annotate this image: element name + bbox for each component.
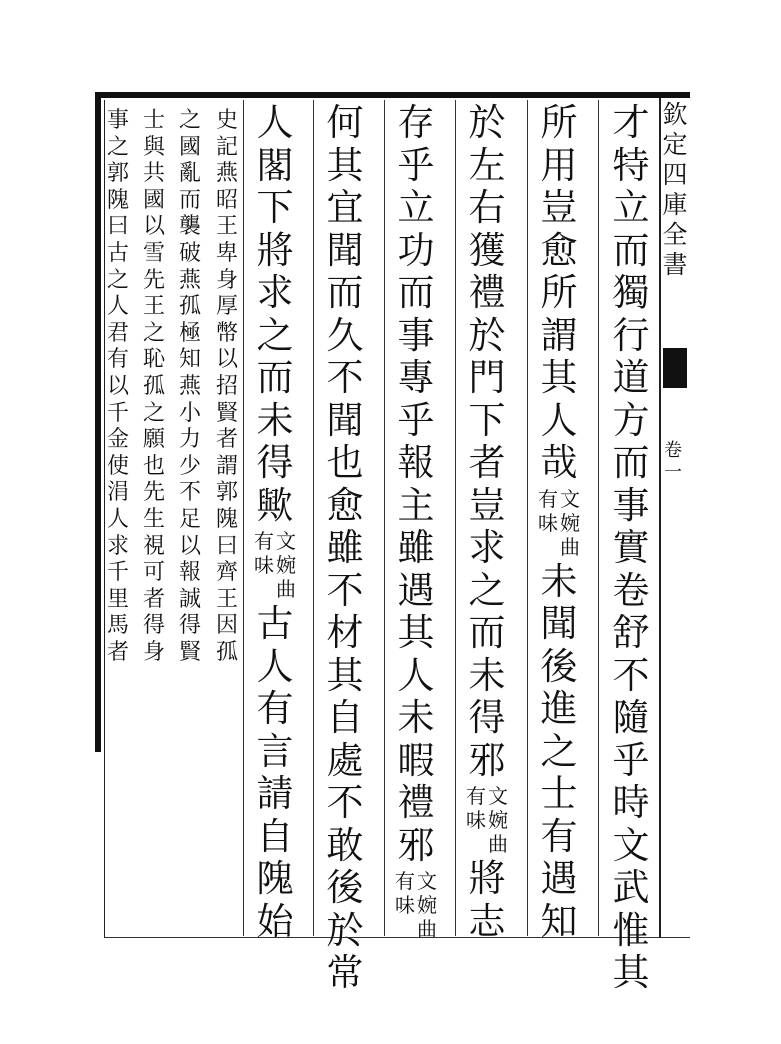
- column-char: 不: [612, 653, 650, 697]
- column-char: 之: [468, 568, 506, 612]
- column-char: 隗: [256, 857, 294, 900]
- margin-title-char: 書: [662, 250, 688, 279]
- column-char: 孤: [215, 639, 238, 665]
- note-char: 曲: [560, 534, 580, 559]
- frame-left-border: [95, 92, 101, 752]
- column-char: 後: [326, 866, 364, 909]
- column-char: 事: [612, 483, 650, 527]
- column-char: 暇: [397, 738, 435, 782]
- column-char: 存: [397, 101, 435, 144]
- column-char: 所: [540, 271, 578, 314]
- frame-top-border: [96, 92, 690, 98]
- column-char: 士: [142, 108, 165, 133]
- column-char: 隨: [612, 696, 650, 739]
- column-char: 自: [326, 696, 364, 739]
- column-char: 知: [178, 347, 201, 373]
- column-char: 求: [256, 271, 294, 314]
- column-char: 謂: [540, 313, 578, 357]
- column-char: 始: [256, 899, 294, 943]
- margin-juan-char: 一: [664, 462, 682, 483]
- column-char: 燕: [215, 161, 238, 187]
- column-char: 郭: [215, 480, 238, 506]
- column-char: 請: [256, 772, 294, 815]
- column-char: 襲: [178, 214, 201, 240]
- column-char: 豈: [540, 186, 578, 229]
- note-char: 文: [560, 486, 580, 511]
- column-char: 不: [326, 568, 364, 612]
- column-char: 其: [540, 356, 578, 399]
- column-char: 於: [468, 313, 506, 357]
- column-char: 文: [612, 823, 650, 867]
- column-char: 齊: [215, 560, 238, 586]
- column-char: 史: [215, 108, 238, 133]
- text-column-5: [324, 102, 366, 995]
- column-char: 方: [612, 398, 650, 442]
- note-char: 婉: [417, 893, 437, 917]
- column-char: 小: [178, 400, 201, 426]
- fish-tail-mark: [663, 348, 687, 388]
- column-char: 願: [142, 427, 165, 453]
- note-line: [465, 784, 487, 856]
- column-char: 破: [178, 240, 201, 266]
- column-char: 未: [540, 559, 578, 603]
- column-char: 人: [540, 398, 578, 442]
- margin-juan: [664, 440, 682, 484]
- column-char: 國: [142, 187, 165, 213]
- note-char: 曲: [417, 917, 437, 941]
- column-char: 何: [326, 101, 364, 144]
- column-char: 而: [612, 228, 650, 272]
- note-char: 有: [538, 486, 558, 511]
- column-char: 恥: [142, 347, 165, 373]
- text-column-1: [610, 102, 652, 995]
- column-char: 者: [468, 441, 506, 484]
- column-char: 使: [106, 453, 129, 479]
- column-char: 閣: [256, 143, 294, 187]
- column-char: 以: [215, 347, 238, 373]
- note-char: 有: [466, 784, 486, 808]
- column-char: 之: [106, 134, 129, 160]
- column-rule: [455, 100, 456, 936]
- text-column-10: [104, 108, 132, 666]
- column-char: 志: [468, 899, 506, 943]
- column-rule: [313, 100, 314, 936]
- margin-title-char: 欽: [662, 100, 688, 129]
- column-char: 求: [468, 526, 506, 569]
- column-char: 王: [215, 214, 238, 240]
- column-char: 將: [256, 228, 294, 272]
- column-char: 也: [326, 441, 364, 484]
- column-char: 聞: [540, 602, 578, 645]
- column-char: 王: [142, 294, 165, 320]
- column-char: 獨: [612, 271, 650, 314]
- column-char: 門: [468, 356, 506, 399]
- column-char: 隗: [215, 506, 238, 532]
- column-char: 言: [256, 729, 294, 773]
- column-char: 乎: [612, 738, 650, 782]
- column-char: 而: [326, 271, 364, 314]
- text-column-7: [213, 108, 241, 666]
- column-char: 其: [397, 611, 435, 654]
- column-char: 將: [468, 857, 506, 900]
- column-char: 其: [612, 951, 650, 994]
- column-char: 處: [326, 738, 364, 782]
- column-char: 馬: [106, 613, 129, 639]
- note-char: 味: [466, 808, 486, 832]
- note-char: 味: [254, 553, 274, 577]
- interlinear-note: [537, 487, 581, 559]
- column-char: 有: [256, 687, 294, 730]
- column-char: 實: [612, 526, 650, 569]
- column-char: 愈: [326, 483, 364, 527]
- column-char: 國: [178, 134, 201, 160]
- column-char: 下: [256, 186, 294, 229]
- column-char: 燕: [178, 373, 201, 399]
- note-char: 婉: [488, 808, 508, 832]
- column-char: 賢: [215, 400, 238, 426]
- column-char: 哉: [540, 441, 578, 484]
- column-char: 以: [142, 214, 165, 240]
- column-char: 曰: [215, 533, 238, 559]
- column-char: 左: [468, 143, 506, 187]
- column-char: 行: [612, 313, 650, 357]
- column-char: 未: [468, 653, 506, 697]
- column-char: 舒: [612, 611, 650, 654]
- column-char: 因: [215, 613, 238, 639]
- column-char: 郭: [106, 161, 129, 187]
- note-line: [416, 869, 438, 941]
- column-char: 得: [178, 613, 201, 639]
- column-char: 邪: [397, 823, 435, 867]
- column-char: 不: [326, 781, 364, 824]
- column-char: 古: [106, 240, 129, 266]
- column-char: 常: [326, 951, 364, 994]
- column-char: 之: [106, 267, 129, 293]
- column-char: 惟: [612, 908, 650, 952]
- column-char: 金: [106, 427, 129, 453]
- column-char: 之: [540, 729, 578, 773]
- column-char: 求: [106, 533, 129, 559]
- column-char: 獲: [468, 228, 506, 272]
- column-char: 豈: [468, 483, 506, 527]
- note-char: 文: [417, 869, 437, 893]
- column-char: 於: [326, 908, 364, 952]
- text-column-4: [395, 102, 437, 943]
- column-char: 得: [256, 441, 294, 484]
- margin-column: [661, 100, 689, 280]
- column-char: 而: [397, 271, 435, 314]
- column-char: 乎: [397, 143, 435, 187]
- column-char: 亂: [178, 161, 201, 187]
- column-char: 主: [397, 483, 435, 527]
- column-char: 里: [106, 586, 129, 612]
- note-line: [559, 487, 581, 559]
- column-char: 而: [178, 187, 201, 213]
- column-char: 視: [142, 533, 165, 559]
- column-char: 功: [397, 228, 435, 272]
- note-char: 味: [395, 893, 415, 917]
- column-char: 人: [256, 101, 294, 144]
- text-column-3: [466, 102, 508, 943]
- column-char: 宜: [326, 186, 364, 229]
- margin-title-char: 定: [662, 130, 688, 159]
- column-char: 生: [142, 506, 165, 532]
- column-char: 千: [106, 560, 129, 586]
- column-char: 先: [142, 480, 165, 506]
- column-char: 時: [612, 781, 650, 824]
- column-char: 材: [326, 611, 364, 654]
- column-char: 之: [256, 313, 294, 357]
- column-char: 謂: [215, 453, 238, 479]
- column-char: 人: [106, 506, 129, 532]
- column-char: 先: [142, 267, 165, 293]
- column-char: 之: [142, 400, 165, 426]
- interlinear-note: [253, 529, 297, 601]
- column-char: 道: [612, 356, 650, 399]
- interlinear-note: [465, 784, 509, 856]
- column-char: 之: [178, 108, 201, 133]
- column-char: 孤: [178, 294, 201, 320]
- column-char: 有: [106, 347, 129, 373]
- margin-title-char: 四: [662, 160, 688, 189]
- column-char: 賢: [178, 639, 201, 665]
- column-char: 君: [106, 320, 129, 346]
- column-char: 招: [215, 373, 238, 399]
- column-char: 幣: [215, 320, 238, 346]
- column-char: 可: [142, 560, 165, 586]
- column-char: 禮: [468, 271, 506, 314]
- column-char: 遇: [540, 857, 578, 900]
- note-char: 有: [395, 869, 415, 893]
- column-char: 古: [256, 602, 294, 645]
- note-line: [537, 487, 559, 559]
- column-char: 少: [178, 453, 201, 479]
- column-char: 者: [106, 639, 129, 665]
- column-char: 聞: [326, 228, 364, 272]
- column-char: 力: [178, 427, 201, 453]
- column-char: 進: [540, 687, 578, 730]
- margin-title: [661, 100, 689, 280]
- column-char: 涓: [106, 480, 129, 506]
- column-char: 人: [397, 653, 435, 697]
- column-char: 千: [106, 400, 129, 426]
- column-char: 邪: [468, 738, 506, 782]
- column-char: 禮: [397, 781, 435, 824]
- note-char: 婉: [560, 510, 580, 535]
- column-char: 未: [256, 398, 294, 442]
- column-char: 誠: [178, 586, 201, 612]
- column-char: 而: [468, 611, 506, 654]
- column-char: 人: [256, 644, 294, 688]
- column-char: 用: [540, 143, 578, 187]
- column-char: 王: [215, 586, 238, 612]
- column-char: 共: [142, 161, 165, 187]
- column-char: 特: [612, 143, 650, 187]
- column-char: 其: [326, 653, 364, 697]
- note-char: 曲: [276, 577, 296, 601]
- column-char: 不: [326, 356, 364, 399]
- note-char: 婉: [276, 553, 296, 577]
- column-char: 歟: [256, 483, 294, 527]
- column-char: 自: [256, 814, 294, 858]
- column-char: 乎: [397, 398, 435, 442]
- column-char: 報: [178, 560, 201, 586]
- column-char: 身: [215, 267, 238, 293]
- note-char: 文: [276, 529, 296, 553]
- column-char: 以: [106, 373, 129, 399]
- column-char: 愈: [540, 228, 578, 272]
- note-char: 文: [488, 784, 508, 808]
- column-rule: [384, 100, 385, 936]
- column-char: 下: [468, 398, 506, 442]
- column-char: 知: [540, 899, 578, 943]
- column-char: 其: [326, 143, 364, 187]
- column-char: 身: [142, 639, 165, 665]
- column-char: 武: [612, 866, 650, 909]
- column-char: 於: [468, 101, 506, 144]
- column-char: 曰: [106, 214, 129, 240]
- column-char: 卷: [612, 568, 650, 612]
- column-char: 遇: [397, 568, 435, 612]
- column-rule: [527, 100, 528, 936]
- column-char: 久: [326, 313, 364, 357]
- text-column-2: [538, 102, 580, 943]
- column-char: 不: [178, 480, 201, 506]
- column-char: 士: [540, 772, 578, 815]
- column-rule: [598, 100, 599, 936]
- text-column-8: [176, 108, 204, 666]
- column-char: 而: [256, 356, 294, 399]
- column-char: 才: [612, 101, 650, 144]
- note-char: 有: [254, 529, 274, 553]
- column-char: 也: [142, 453, 165, 479]
- note-line: [275, 529, 297, 601]
- column-char: 人: [106, 294, 129, 320]
- column-char: 得: [142, 613, 165, 639]
- column-char: 極: [178, 320, 201, 346]
- note-char: 曲: [488, 832, 508, 856]
- column-char: 所: [540, 101, 578, 144]
- column-char: 聞: [326, 398, 364, 442]
- column-char: 事: [397, 313, 435, 357]
- column-char: 厚: [215, 294, 238, 320]
- column-char: 隗: [106, 187, 129, 213]
- margin-juan-char: 卷: [664, 440, 682, 461]
- column-char: 立: [612, 186, 650, 229]
- note-line: [253, 529, 275, 601]
- column-char: 報: [397, 441, 435, 484]
- interlinear-note: [394, 869, 438, 941]
- column-char: 後: [540, 644, 578, 688]
- column-char: 雖: [397, 526, 435, 569]
- column-char: 雪: [142, 240, 165, 266]
- column-char: 者: [142, 586, 165, 612]
- column-char: 孤: [142, 373, 165, 399]
- column-char: 未: [397, 696, 435, 739]
- column-char: 得: [468, 696, 506, 739]
- note-line: [487, 784, 509, 856]
- note-line: [394, 869, 416, 941]
- column-rule: [243, 100, 244, 936]
- column-char: 而: [612, 441, 650, 484]
- column-char: 者: [215, 427, 238, 453]
- column-char: 卑: [215, 240, 238, 266]
- column-char: 專: [397, 356, 435, 399]
- column-char: 昭: [215, 187, 238, 213]
- column-char: 雖: [326, 526, 364, 569]
- note-char: 味: [538, 510, 558, 535]
- column-char: 右: [468, 186, 506, 229]
- margin-title-char: 庫: [662, 190, 688, 219]
- text-column-9: [140, 108, 168, 666]
- column-char: 記: [215, 134, 238, 160]
- column-char: 有: [540, 814, 578, 858]
- column-char: 敢: [326, 823, 364, 867]
- column-char: 以: [178, 533, 201, 559]
- margin-title-char: 全: [662, 220, 688, 249]
- column-char: 與: [142, 134, 165, 160]
- column-char: 立: [397, 186, 435, 229]
- column-char: 足: [178, 506, 201, 532]
- column-char: 之: [142, 320, 165, 346]
- column-char: 事: [106, 108, 129, 133]
- text-column-6: [254, 102, 296, 943]
- column-char: 燕: [178, 267, 201, 293]
